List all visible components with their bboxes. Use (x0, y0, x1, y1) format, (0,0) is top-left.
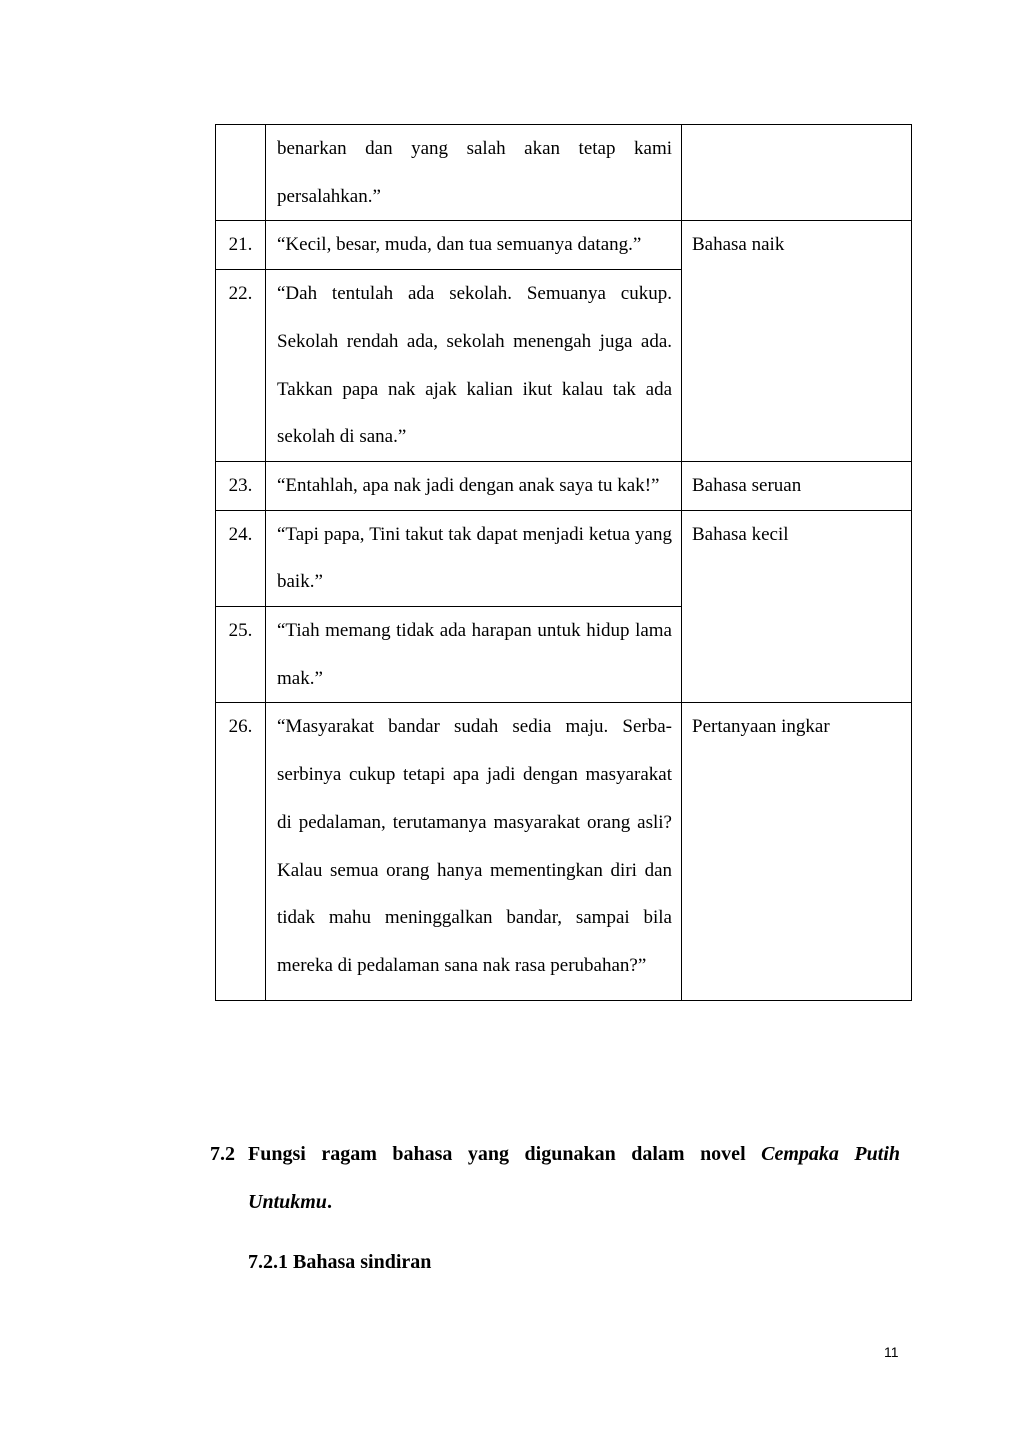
section-title-end: . (326, 1191, 332, 1213)
quote-text: “Masyarakat bandar sudah sedia maju. Serba-serbinya cukup tetapi apa jadi dengan masyarakat di pedalaman, terutamanya masyarakat orang asli? Kalau semua orang hanya mementingkan diri dan tidak mahu meninggalkan bandar, sampai bila mereka di pedalaman sana nak rasa perubahan?” (277, 716, 672, 976)
quote-text: “Kecil, besar, muda, dan tua semuanya datang.” (277, 234, 642, 256)
language-category: Bahasa naik (682, 221, 912, 462)
section-heading (210, 1130, 900, 1226)
row-number: 25. (216, 607, 266, 703)
novel-title: Cempaka Putih Untukmu (248, 1143, 900, 1213)
row-number: 21. (216, 221, 266, 270)
examples-table (215, 124, 912, 1001)
page-number: 11 (884, 1344, 899, 1360)
subsection-heading: 7.2.1 Bahasa sindiran (248, 1251, 432, 1273)
section-number: 7.2 (210, 1143, 235, 1165)
row-number: 24. (216, 510, 266, 606)
table-row (216, 461, 912, 510)
language-category: Bahasa seruan (682, 461, 912, 510)
table-row (216, 510, 912, 606)
row-number (216, 125, 266, 221)
quote-text: “Entahlah, apa nak jadi dengan anak saya tu kak!” (277, 474, 660, 496)
row-number: 22. (216, 270, 266, 462)
row-number: 23. (216, 461, 266, 510)
language-category: Bahasa kecil (682, 510, 912, 703)
table-row (216, 125, 912, 221)
table-row (216, 221, 912, 270)
quote-text: “Tiah memang tidak ada harapan untuk hidup lama mak.” (277, 620, 672, 689)
quote-text: benarkan dan yang salah akan tetap kami persalahkan.” (277, 138, 672, 207)
language-category (682, 125, 912, 221)
table-row (216, 703, 912, 1000)
language-category: Pertanyaan ingkar (682, 703, 912, 1000)
section-title: Fungsi ragam bahasa yang digunakan dalam novel (248, 1143, 762, 1165)
quote-text: “Tapi papa, Tini takut tak dapat menjadi ketua yang baik.” (277, 523, 672, 593)
row-number: 26. (216, 703, 266, 1000)
quote-text: “Dah tentulah ada sekolah. Semuanya cukup. Sekolah rendah ada, sekolah menengah juga ada. Takkan papa nak ajak kalian ikut kalau tak ada sekolah di sana.” (277, 283, 672, 448)
